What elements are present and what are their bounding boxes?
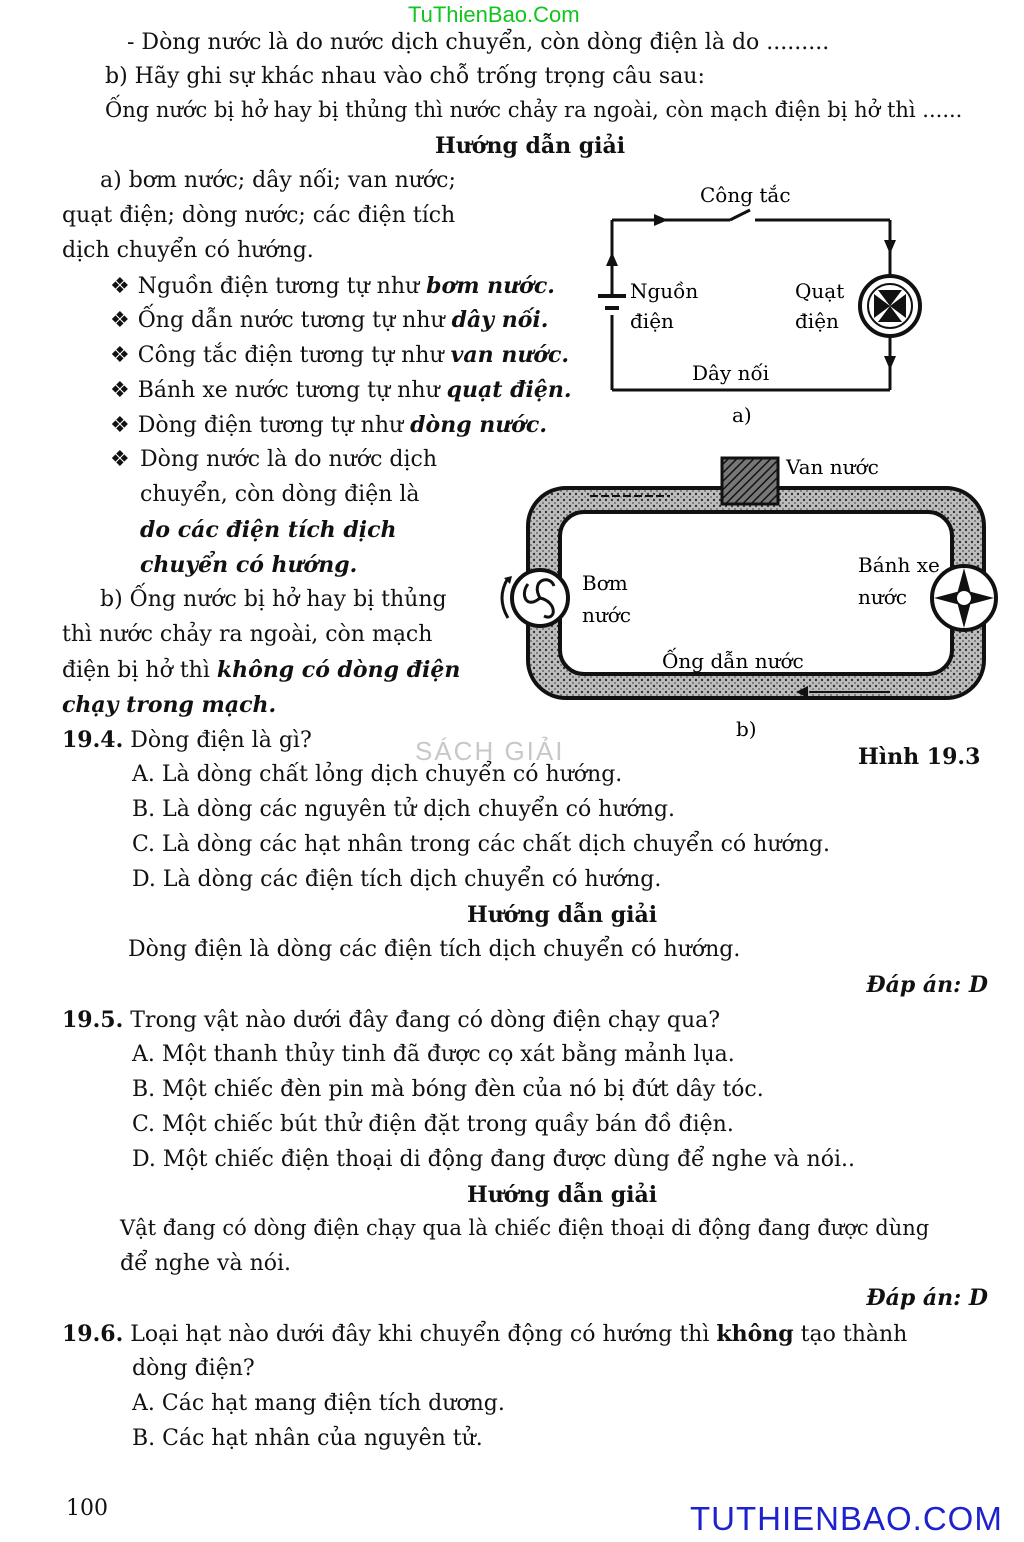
label-source-2: điện bbox=[630, 309, 674, 333]
diamond-bullet-icon: ❖ bbox=[110, 378, 130, 403]
option-d: D. Một chiếc điện thoại di động đang được dùng để nghe và nói.. bbox=[132, 1147, 855, 1172]
label-source-1: Nguồn bbox=[630, 279, 699, 303]
option-a: A. Một thanh thủy tinh đã được cọ xát bằng mảnh lụa. bbox=[132, 1042, 735, 1067]
caption-b: b) bbox=[736, 717, 757, 741]
bullet-item: ❖ Dòng điện tương tự như dòng nước. bbox=[110, 412, 547, 438]
diamond-bullet-icon: ❖ bbox=[110, 308, 130, 333]
explanation-19-5-line-2: để nghe và nói. bbox=[120, 1251, 292, 1276]
watermark-bottom: TUTHIENBAO.COM bbox=[690, 1500, 1003, 1537]
page-number: 100 bbox=[66, 1496, 108, 1521]
answer-a-line-1: a) bơm nước; dây nối; van nước; bbox=[100, 168, 456, 193]
intro-line-3: Ống nước bị hở hay bị thủng thì nước chảy ra ngoài, còn mạch điện bị hở thì ...... bbox=[105, 98, 963, 122]
watermark-top: TuThienBao.Com bbox=[408, 2, 580, 27]
caption-a: a) bbox=[732, 403, 752, 427]
solution-heading-19-5: Hướng dẫn giải bbox=[467, 1182, 658, 1208]
label-fan-1: Quạt bbox=[795, 279, 845, 303]
label-switch: Công tắc bbox=[700, 183, 791, 207]
last-bullet-line-1: Dòng nước là do nước dịch bbox=[140, 447, 437, 472]
circuit-diagram-a bbox=[590, 180, 950, 430]
explanation-19-5-line-1: Vật đang có dòng điện chạy qua là chiếc điện thoại di động đang được dùng bbox=[120, 1216, 930, 1240]
intro-line-1: - Dòng nước là do nước dịch chuyển, còn dòng điện là do ......... bbox=[127, 30, 830, 55]
solution-heading-19-4: Hướng dẫn giải bbox=[467, 902, 658, 928]
water-circuit-diagram-b bbox=[490, 450, 1010, 750]
figure-title: Hình 19.3 bbox=[858, 744, 981, 770]
diamond-bullet-icon: ❖ bbox=[110, 274, 130, 299]
answer-a-line-2: quạt điện; dòng nước; các điện tích bbox=[62, 203, 456, 228]
bullet-item: ❖ Công tắc điện tương tự như van nước. bbox=[110, 342, 570, 368]
answer-b-line-2: thì nước chảy ra ngoài, còn mạch bbox=[62, 622, 433, 647]
label-pipe: Ống dẫn nước bbox=[662, 649, 804, 673]
answer-b-line-1: b) Ống nước bị hở hay bị thủng bbox=[100, 587, 447, 612]
option-b: B. Là dòng các nguyên tử dịch chuyển có hướng. bbox=[132, 797, 676, 822]
answer-b-line-4: chạy trong mạch. bbox=[62, 692, 277, 718]
diamond-bullet-icon: ❖ bbox=[110, 413, 130, 438]
option-a: A. Các hạt mang điện tích dương. bbox=[132, 1391, 505, 1416]
option-b: B. Một chiếc đèn pin mà bóng đèn của nó bị đứt dây tóc. bbox=[132, 1077, 764, 1102]
question-19-5: 19.5. Trong vật nào dưới đây đang có dòng điện chạy qua? bbox=[62, 1007, 721, 1033]
diamond-bullet-icon: ❖ bbox=[110, 343, 130, 368]
intro-line-2: b) Hãy ghi sự khác nhau vào chỗ trống trọng câu sau: bbox=[105, 64, 705, 89]
question-19-6-line-2: dòng điện? bbox=[132, 1356, 255, 1381]
label-pump-1: Bơm bbox=[582, 571, 628, 595]
label-wheel-1: Bánh xe bbox=[858, 553, 940, 577]
question-19-6: 19.6. Loại hạt nào dưới đây khi chuyển động có hướng thì không tạo thành bbox=[62, 1321, 908, 1347]
answer-b-line-3: điện bị hở thì không có dòng điện bbox=[62, 657, 461, 683]
answer-19-4: Đáp án: D bbox=[866, 972, 988, 998]
label-fan-2: điện bbox=[795, 309, 839, 333]
answer-a-line-3: dịch chuyển có hướng. bbox=[62, 238, 314, 263]
option-c: C. Là dòng các hạt nhân trong các chất dịch chuyển có hướng. bbox=[132, 832, 830, 857]
logo-watermark: SÁCH GIẢI bbox=[415, 736, 565, 766]
explanation-19-4: Dòng điện là dòng các điện tích dịch chuyển có hướng. bbox=[128, 937, 741, 962]
solution-heading-19-3: Hướng dẫn giải bbox=[435, 133, 626, 159]
option-c: C. Một chiếc bút thử điện đặt trong quầy bán đồ điện. bbox=[132, 1112, 734, 1137]
label-wire: Dây nối bbox=[692, 361, 770, 385]
question-19-4: 19.4. Dòng điện là gì? bbox=[62, 727, 312, 753]
label-wheel-2: nước bbox=[858, 585, 908, 609]
bullet-item: ❖ Bánh xe nước tương tự như quạt điện. bbox=[110, 377, 572, 403]
answer-19-5: Đáp án: D bbox=[866, 1285, 988, 1311]
bullet-item: ❖ Nguồn điện tương tự như bơm nước. bbox=[110, 273, 555, 299]
last-bullet-line-3: do các điện tích dịch bbox=[140, 517, 397, 543]
bullet-item: ❖ Ống dẫn nước tương tự như dây nối. bbox=[110, 307, 549, 333]
label-valve: Van nước bbox=[786, 455, 879, 479]
option-b: B. Các hạt nhân của nguyên tử. bbox=[132, 1426, 483, 1451]
label-pump-2: nước bbox=[582, 603, 632, 627]
last-bullet-line-2: chuyển, còn dòng điện là bbox=[140, 482, 420, 507]
diamond-bullet-icon: ❖ bbox=[110, 447, 130, 472]
option-d: D. Là dòng các điện tích dịch chuyển có hướng. bbox=[132, 867, 662, 892]
option-a: A. Là dòng chất lỏng dịch chuyển có hướng. bbox=[132, 762, 623, 787]
last-bullet-line-4: chuyển có hướng. bbox=[140, 552, 358, 578]
